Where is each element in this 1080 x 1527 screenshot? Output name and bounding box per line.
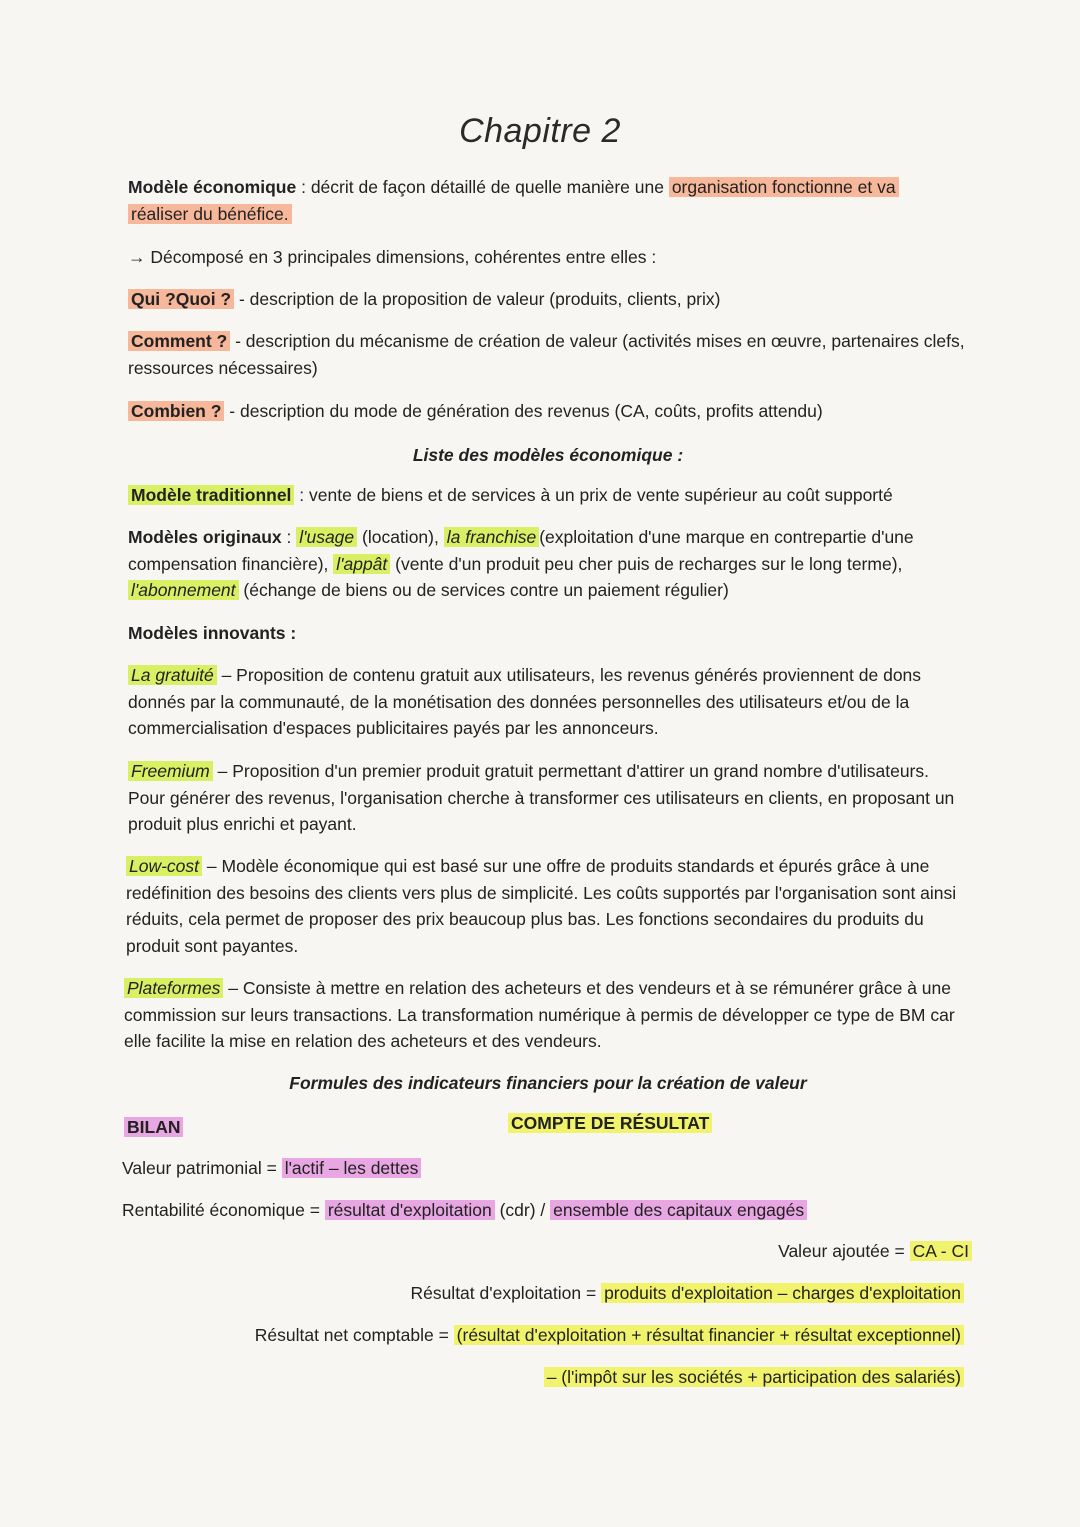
appat-term: l'appât: [333, 554, 390, 574]
valeur-ajoutee-formula: Valeur ajoutée = CA - CI: [778, 1238, 972, 1264]
traditionnel-line: Modèle traditionnel : vente de biens et de services à un prix de vente supérieur au coût supporté: [128, 482, 968, 509]
rentabilite-formula: Rentabilité économique = résultat d'exploitation (cdr) / ensemble des capitaux engagés: [122, 1197, 807, 1223]
modele-term: Modèle économique: [128, 177, 297, 197]
combien-term: Combien ?: [128, 401, 224, 421]
innovants-heading: Modèles innovants :: [128, 623, 297, 643]
qui-quoi-line: Qui ?Quoi ? - description de la proposition de valeur (produits, clients, prix): [128, 286, 968, 313]
plateformes-term: Plateformes: [124, 978, 223, 998]
highlight-organisation: organisation fonctionne et va: [669, 177, 899, 197]
bilan-heading: BILAN: [124, 1114, 183, 1140]
combien-line: Combien ? - description du mode de génération des revenus (CA, coûts, profits attendu): [128, 398, 968, 425]
resultat-net-formula: Résultat net comptable = (résultat d'exploitation + résultat financier + résultat exceptionnel): [255, 1322, 964, 1348]
resultat-exploitation-formula: Résultat d'exploitation = produits d'exploitation – charges d'exploitation: [410, 1280, 964, 1306]
decompose-line: → Décomposé en 3 principales dimensions, cohérentes entre elles :: [128, 247, 657, 267]
formules-title: Formules des indicateurs financiers pour la création de valeur: [289, 1073, 807, 1093]
valeur-patrimonial-formula: Valeur patrimonial = l'actif – les dettes: [122, 1155, 421, 1181]
traditionnel-term: Modèle traditionnel: [128, 485, 294, 505]
franchise-term: la franchise: [444, 527, 540, 547]
usage-term: l'usage: [296, 527, 357, 547]
resultat-net-formula-line2: – (l'impôt sur les sociétés + participation des salariés): [544, 1364, 964, 1390]
freemium-paragraph: Freemium – Proposition d'un premier produit gratuit permettant d'attirer un grand nombre d'utilisateurs. Pour générer des revenus, l'organisation cherche à transformer ces utilisateurs en clients, en proposant un produit plus enrichi et payant.: [128, 761, 955, 834]
compte-resultat-heading: COMPTE DE RÉSULTAT: [508, 1110, 712, 1136]
abonnement-term: l'abonnement: [128, 580, 239, 600]
gratuite-paragraph: La gratuité – Proposition de contenu gratuit aux utilisateurs, les revenus générés proviennent de dons donnés par la communauté, de la monétisation des données personnelles des utilisateurs et/ou de la commercialisation d'espaces publicitaires payés par les annonceurs.: [128, 665, 922, 738]
page-title: Chapitre 2: [459, 112, 621, 150]
qui-quoi-term: Qui ?Quoi ?: [128, 289, 234, 309]
gratuite-term: La gratuité: [128, 665, 217, 685]
plateformes-paragraph: Plateformes – Consiste à mettre en relation des acheteurs et des vendeurs et à se rémunérer grâce à une commission sur leurs transactions. La transformation numérique à permis de développer ce type de BM car elle facilite la mise en relation des acheteurs et des vendeurs.: [124, 978, 955, 1051]
lowcost-term: Low-cost: [126, 856, 202, 876]
lowcost-paragraph: Low-cost – Modèle économique qui est basé sur une offre de produits standards et épurés grâce à une redéfinition des besoins des clients vers plus de simplicité. Les coûts supportés par l'organisation sont ainsi réduits, cela permet de proposer des prix beaucoup plus bas. Les fonctions secondaires du produits du produit sont payantes.: [126, 856, 957, 956]
comment-term: Comment ?: [128, 331, 230, 351]
liste-title: Liste des modèles économique :: [412, 445, 684, 465]
freemium-term: Freemium: [128, 761, 213, 781]
originaux-paragraph: Modèles originaux : l'usage (location), la franchise (exploitation d'une marque en contrepartie d'une compensation financière), l'appât (vente d'un produit peu cher puis de recharges sur le long terme), l'abonnement (échange de biens ou de services contre un paiement régulier): [128, 527, 914, 600]
originaux-term: Modèles originaux: [128, 527, 282, 547]
comment-paragraph: Comment ? - description du mécanisme de création de valeur (activités mises en œuvre, partenaires clefs, ressources nécessaires): [128, 331, 965, 378]
highlight-benefice: réaliser du bénéfice.: [128, 204, 292, 224]
modele-economique-paragraph: Modèle économique : décrit de façon détaillé de quelle manière une organisation fonctionne et va réaliser du bénéfice.: [128, 174, 968, 227]
